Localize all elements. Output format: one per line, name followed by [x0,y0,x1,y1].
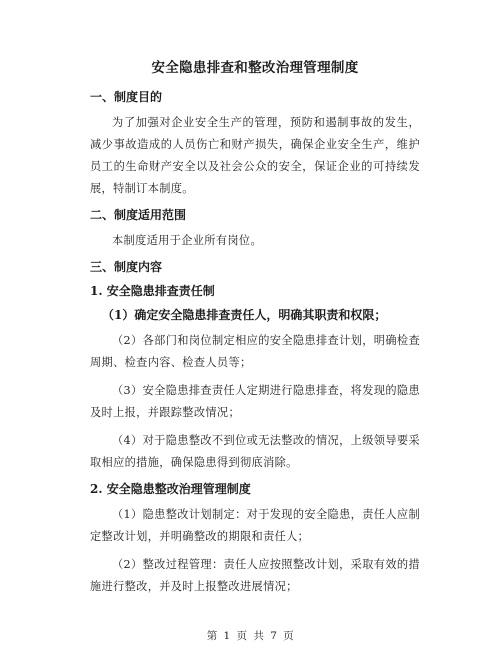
paragraph-purpose: 为了加强对企业安全生产的管理，预防和遏制事故的发生，减少事故造成的人员伤亡和财产损失，确保企业安全生产，维护员工的生命财产安全以及社会公众的安全，保证企业的可持续发展，特制订本制度。 [90,116,420,195]
paragraph-item-2: （2）各部门和岗位制定相应的安全隐患排查计划，明确检查周期、检查内容、检查人员等； [90,334,420,369]
paragraph-scope: 本制度适用于企业所有岗位。 [112,234,262,247]
subsection-heading-responsibility: 1. 安全隐患排查责任制 [90,284,215,298]
section-heading-content: 三、制度内容 [90,260,163,274]
paragraph-item-3: （3）安全隐患排查责任人定期进行隐患排查，将发现的隐患及时上报，并跟踪整改情况； [90,384,420,419]
section-heading-scope: 二、制度适用范围 [90,208,187,222]
document-body [90,58,420,604]
document-title: 安全隐患排查和整改治理管理制度 [151,60,359,76]
page-number-footer: 第 1 页 共 7 页 [206,630,296,642]
paragraph-rect-1: （1）隐患整改计划制定：对于发现的安全隐患，责任人应制定整改计划，并明确整改的期限和责任人； [90,508,420,543]
paragraph-item-4: （4）对于隐患整改不到位或无法整改的情况，上级领导要采取相应的措施，确保隐患得到彻底消除。 [90,434,420,469]
paragraph-rect-2: （2）整改过程管理：责任人应按照整改计划，采取有效的措施进行整改，并及时上报整改进展情况； [90,558,420,593]
subsection-heading-rectification: 2. 安全隐患整改治理管理制度 [90,482,251,496]
item-heading-1: （1）确定安全隐患排查责任人，明确其职责和权限； [102,308,387,322]
section-heading-purpose: 一、制度目的 [90,90,163,104]
